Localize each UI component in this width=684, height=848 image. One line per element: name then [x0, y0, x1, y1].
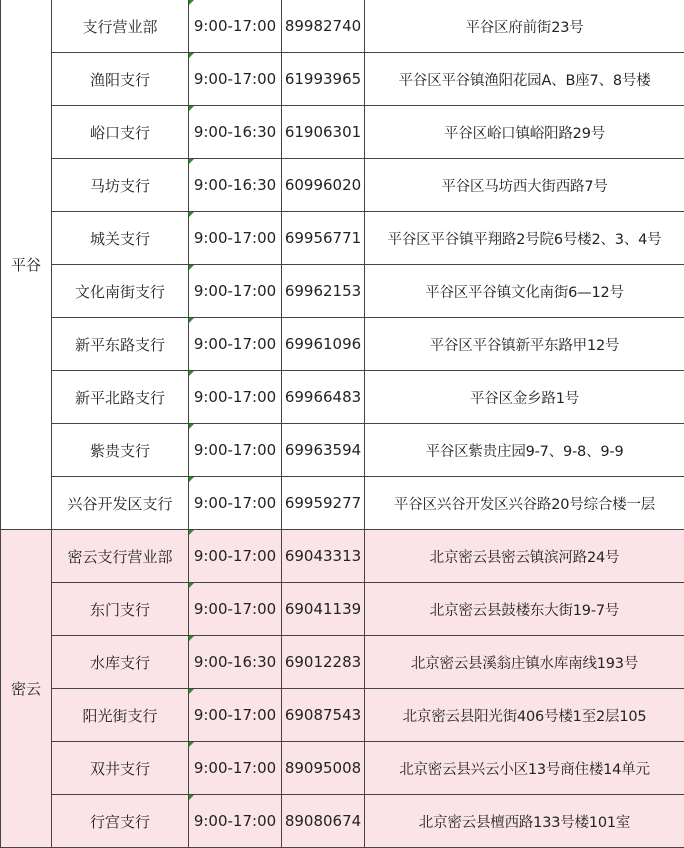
- table-row: [1, 636, 684, 689]
- branch-name-cell: 渔阳支行: [52, 53, 189, 106]
- phone-cell: 69962153: [282, 265, 365, 318]
- branch-name-cell: 马坊支行: [52, 159, 189, 212]
- phone-cell: 61906301: [282, 106, 365, 159]
- phone-cell: 69963594: [282, 424, 365, 477]
- address-cell: 北京密云县鼓楼东大街19-7号: [365, 583, 684, 636]
- business-hours-cell: 9:00-17:00: [189, 530, 282, 583]
- address-cell: 北京密云县檀西路133号楼101室: [365, 795, 684, 848]
- table-row: [1, 795, 684, 848]
- table-body: [1, 0, 684, 848]
- branch-name-cell: 新平北路支行: [52, 371, 189, 424]
- phone-cell: 61993965: [282, 53, 365, 106]
- branch-name-cell: 阳光街支行: [52, 689, 189, 742]
- table-row: [1, 53, 684, 106]
- table-row: [1, 265, 684, 318]
- phone-cell: 89095008: [282, 742, 365, 795]
- phone-cell: 69041139: [282, 583, 365, 636]
- table-row: [1, 106, 684, 159]
- table-row: [1, 318, 684, 371]
- branch-name-cell: 支行营业部: [52, 0, 189, 53]
- branch-name-cell: 兴谷开发区支行: [52, 477, 189, 530]
- business-hours-cell: 9:00-17:00: [189, 424, 282, 477]
- phone-cell: 69966483: [282, 371, 365, 424]
- phone-cell: 89982740: [282, 0, 365, 53]
- phone-cell: 69043313: [282, 530, 365, 583]
- business-hours-cell: 9:00-17:00: [189, 318, 282, 371]
- branch-name-cell: 峪口支行: [52, 106, 189, 159]
- table-row: [1, 212, 684, 265]
- phone-cell: 89080674: [282, 795, 365, 848]
- address-cell: 平谷区金乡路1号: [365, 371, 684, 424]
- address-cell: 平谷区兴谷开发区兴谷路20号综合楼一层: [365, 477, 684, 530]
- business-hours-cell: 9:00-17:00: [189, 583, 282, 636]
- table-row: [1, 371, 684, 424]
- branch-name-cell: 水库支行: [52, 636, 189, 689]
- business-hours-cell: 9:00-17:00: [189, 265, 282, 318]
- branch-name-cell: 文化南街支行: [52, 265, 189, 318]
- table-row: [1, 689, 684, 742]
- business-hours-cell: 9:00-16:30: [189, 636, 282, 689]
- district-cell: 平谷: [1, 0, 52, 530]
- phone-cell: 69959277: [282, 477, 365, 530]
- phone-cell: 60996020: [282, 159, 365, 212]
- business-hours-cell: 9:00-17:00: [189, 212, 282, 265]
- business-hours-cell: 9:00-17:00: [189, 477, 282, 530]
- address-cell: 北京密云县兴云小区13号商住楼14单元: [365, 742, 684, 795]
- table-row: [1, 583, 684, 636]
- business-hours-cell: 9:00-17:00: [189, 689, 282, 742]
- address-cell: 平谷区府前街23号: [365, 0, 684, 53]
- table-row: [1, 159, 684, 212]
- business-hours-cell: 9:00-17:00: [189, 371, 282, 424]
- business-hours-cell: 9:00-17:00: [189, 742, 282, 795]
- branch-name-cell: 紫贵支行: [52, 424, 189, 477]
- address-cell: 平谷区平谷镇平翔路2号院6号楼2、3、4号: [365, 212, 684, 265]
- business-hours-cell: 9:00-16:30: [189, 159, 282, 212]
- business-hours-cell: 9:00-17:00: [189, 795, 282, 848]
- business-hours-cell: 9:00-17:00: [189, 53, 282, 106]
- branch-name-cell: 密云支行营业部: [52, 530, 189, 583]
- table-row: [1, 424, 684, 477]
- phone-cell: 69012283: [282, 636, 365, 689]
- address-cell: 平谷区紫贵庄园9-7、9-8、9-9: [365, 424, 684, 477]
- phone-cell: 69956771: [282, 212, 365, 265]
- table-row: [1, 530, 684, 583]
- address-cell: 平谷区平谷镇渔阳花园A、B座7、8号楼: [365, 53, 684, 106]
- business-hours-cell: 9:00-17:00: [189, 0, 282, 53]
- table-row: [1, 0, 684, 53]
- address-cell: 北京密云县阳光街406号楼1至2层105: [365, 689, 684, 742]
- branch-name-cell: 行宫支行: [52, 795, 189, 848]
- business-hours-cell: 9:00-16:30: [189, 106, 282, 159]
- address-cell: 北京密云县密云镇滨河路24号: [365, 530, 684, 583]
- phone-cell: 69087543: [282, 689, 365, 742]
- address-cell: 平谷区峪口镇峪阳路29号: [365, 106, 684, 159]
- table-row: [1, 477, 684, 530]
- phone-cell: 69961096: [282, 318, 365, 371]
- branch-name-cell: 东门支行: [52, 583, 189, 636]
- address-cell: 平谷区马坊西大街西路7号: [365, 159, 684, 212]
- branch-name-cell: 城关支行: [52, 212, 189, 265]
- address-cell: 北京密云县溪翁庄镇水库南线193号: [365, 636, 684, 689]
- address-cell: 平谷区平谷镇文化南街6—12号: [365, 265, 684, 318]
- branch-name-cell: 新平东路支行: [52, 318, 189, 371]
- address-cell: 平谷区平谷镇新平东路甲12号: [365, 318, 684, 371]
- branch-name-cell: 双井支行: [52, 742, 189, 795]
- table-row: [1, 742, 684, 795]
- district-cell: 密云: [1, 530, 52, 848]
